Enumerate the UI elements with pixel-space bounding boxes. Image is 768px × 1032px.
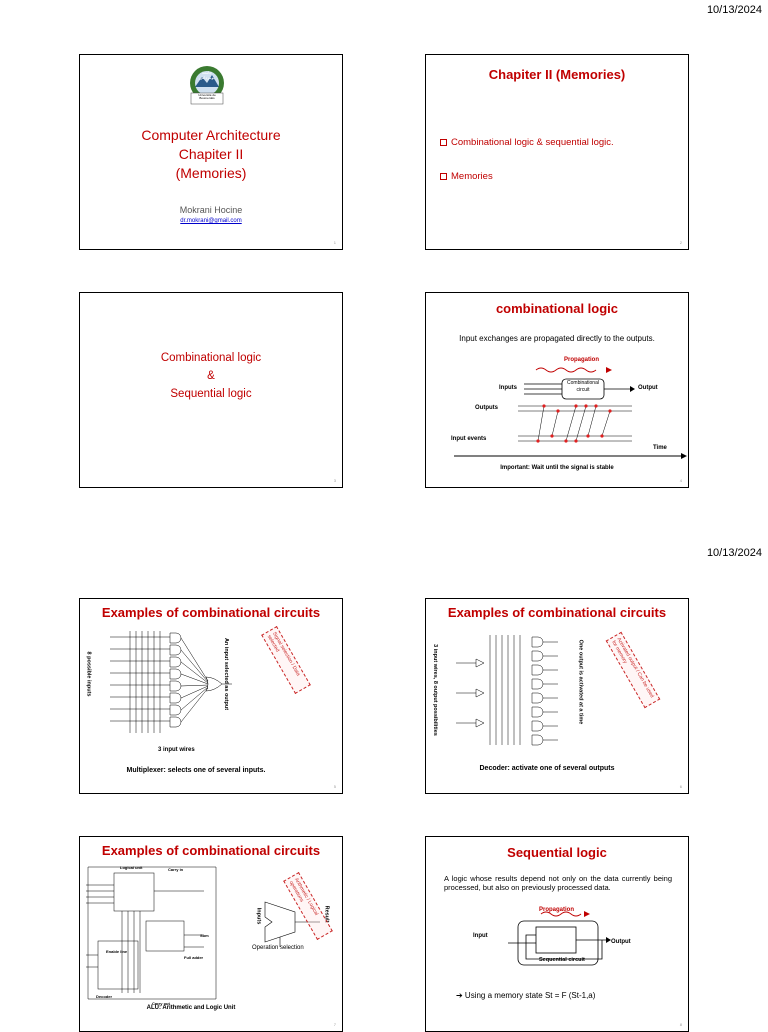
slide-number: 2 [679, 240, 682, 245]
bullet-item-1 [440, 137, 614, 148]
slide-title: combinational logic [495, 301, 619, 316]
slide-6 [425, 598, 689, 794]
circuit-box-label [562, 380, 604, 394]
input-label: Input [473, 933, 488, 939]
slide-title: Chapiter II (Memories) [488, 67, 626, 82]
time-label: Time [653, 445, 667, 451]
annotation-stamp: Signal selection / Data selected [261, 626, 311, 694]
section-title-line2: & [207, 370, 215, 382]
output-label: Output [638, 385, 658, 391]
slide-4 [425, 292, 689, 488]
slide-number: 8 [679, 1022, 682, 1027]
page-date-middle: 10/13/2024 [706, 547, 762, 559]
slide-caption: Decoder: activate one of several outputs [479, 765, 615, 772]
university-logo [184, 65, 230, 105]
slide-caption: Multiplexer: selects one of several inputs. [126, 767, 266, 774]
outputs-label: Outputs [475, 405, 498, 411]
sum-label: Sum [200, 933, 209, 938]
section-title-line3: Sequential logic [170, 388, 252, 400]
bullet-text: Memories [451, 171, 493, 182]
slide-number: 4 [679, 478, 682, 483]
inputs-side-label: 8 possible inputs [85, 651, 92, 697]
input-events-label: Input events [451, 436, 487, 442]
checkbox-bullet-icon [440, 173, 447, 180]
slide-title: Examples of combinational circuits [101, 605, 321, 620]
slide-text: Input exchanges are propagated directly to the outputs. [459, 334, 655, 343]
slide-text: A logic whose results depend not only on the data currently being processed, but also on previously processed data. [444, 874, 672, 892]
important-note: Important: Wait until the signal is stable [500, 465, 614, 471]
alu-result-label: Result [323, 905, 330, 923]
logo-title: جامعة بومرداس [199, 70, 215, 80]
output-label: Output [611, 939, 631, 945]
slide-title: Examples of combinational circuits [447, 605, 667, 620]
annotation-stamp: Activated output / Can be used for memory [606, 632, 661, 709]
carry-out-label: Carry out [152, 1001, 170, 1006]
inputs-label: Inputs [499, 385, 517, 391]
inputs-side-label: 3 input wires, 8 output possibilities [431, 644, 438, 736]
annotation-stamp: Arithmetic / Logical operations [283, 872, 333, 940]
propagation-label: Propagation [564, 357, 600, 363]
slide-8 [425, 836, 689, 1032]
carry-in-label: Carry in [168, 867, 184, 872]
logical-unit-label: Logical unit [120, 865, 143, 870]
deck-title-line2: Chapiter II [178, 146, 244, 162]
section-title-line1: Combinational logic [160, 352, 262, 364]
propagation-label: Propagation [539, 907, 575, 913]
enable-line-label: Enable line [106, 949, 128, 954]
bullet-text: Combinational logic & sequential logic. [451, 137, 614, 148]
deck-title-line1: Computer Architecture [141, 127, 281, 143]
input-wires-label: 3 input wires [158, 747, 195, 753]
slide-number: 6 [679, 784, 682, 789]
memory-state-formula: ➔ Using a memory state St = F (St-1,a) [456, 991, 596, 1000]
sequential-circuit-label: Sequential circuit [539, 957, 585, 963]
page-date-top: 10/13/2024 [706, 4, 762, 16]
slide-number: 7 [333, 1022, 336, 1027]
bullet-item-2 [440, 171, 493, 182]
slide-1 [79, 54, 343, 250]
author-name: Mokrani Hocine [179, 205, 243, 215]
slide-7 [79, 836, 343, 1032]
author-email-link[interactable]: dr.mokrani@gmail.com [180, 218, 242, 224]
circuit-label-line2: circuit [576, 387, 590, 393]
deck-title-line3: (Memories) [175, 165, 247, 181]
circuit-label-line1: Combinational [567, 380, 599, 386]
slide-number: 1 [333, 240, 336, 245]
slide-title: Examples of combinational circuits [101, 843, 321, 858]
slide-2 [425, 54, 689, 250]
slide-number: 3 [333, 478, 336, 483]
decoder-label: Decoder [96, 994, 113, 999]
slide-3 [79, 292, 343, 488]
output-side-label: An input selected as output [223, 637, 230, 711]
checkbox-bullet-icon [440, 139, 447, 146]
slide-caption: ALU: Arithmetic and Logic Unit [146, 1005, 236, 1011]
slide-number: 5 [333, 784, 336, 789]
alu-inputs-label: Inputs [255, 907, 262, 925]
logo-subtitle: Université de Boumerdès [198, 93, 216, 101]
operation-selection-label: Operation selection [252, 945, 304, 951]
outputs-side-label: One output is activated at a time [577, 639, 584, 725]
slide-5 [79, 598, 343, 794]
full-adder-label: Full adder [184, 955, 204, 960]
decoder-diagram [446, 633, 566, 753]
slide-title: Sequential logic [507, 845, 607, 860]
